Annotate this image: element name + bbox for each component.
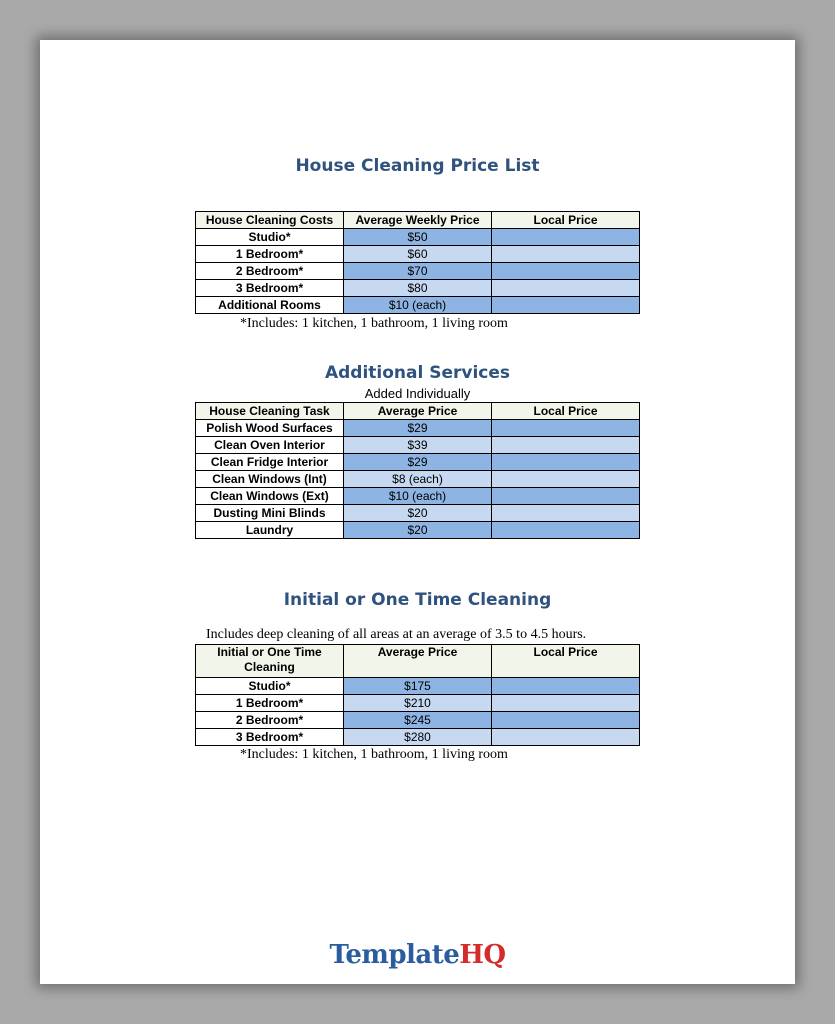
table-header-row <box>196 212 640 229</box>
row-label: Additional Rooms <box>196 297 344 314</box>
column-header: Average Price <box>344 645 492 678</box>
average-price: $20 <box>344 505 492 522</box>
local-price-cell[interactable] <box>492 729 640 746</box>
local-price-cell[interactable] <box>492 229 640 246</box>
initial-cleaning-table <box>195 644 640 746</box>
local-price-cell[interactable] <box>492 505 640 522</box>
average-price: $29 <box>344 420 492 437</box>
local-price-cell[interactable] <box>492 678 640 695</box>
initial-cleaning-intro: Includes deep cleaning of all areas at an average of 3.5 to 4.5 hours. <box>206 627 587 642</box>
table-row <box>196 471 640 488</box>
average-price: $245 <box>344 712 492 729</box>
row-label: Clean Windows (Ext) <box>196 488 344 505</box>
average-price: $70 <box>344 263 492 280</box>
local-price-cell[interactable] <box>492 263 640 280</box>
document-page <box>40 40 795 984</box>
average-price: $280 <box>344 729 492 746</box>
average-price: $60 <box>344 246 492 263</box>
table-row <box>196 488 640 505</box>
row-label: Studio* <box>196 229 344 246</box>
average-price: $10 (each) <box>344 297 492 314</box>
column-header: Average Price <box>344 403 492 420</box>
table-header-row <box>196 645 640 678</box>
table-row <box>196 297 640 314</box>
row-label: Polish Wood Surfaces <box>196 420 344 437</box>
row-label: 2 Bedroom* <box>196 263 344 280</box>
local-price-cell[interactable] <box>492 695 640 712</box>
table-header-row <box>196 403 640 420</box>
includes-note: *Includes: 1 kitchen, 1 bathroom, 1 living room <box>240 747 508 762</box>
table-row <box>196 263 640 280</box>
local-price-cell[interactable] <box>492 712 640 729</box>
local-price-cell[interactable] <box>492 280 640 297</box>
average-price: $8 (each) <box>344 471 492 488</box>
table-row <box>196 454 640 471</box>
additional-services-title: Additional Services <box>324 363 511 383</box>
average-price: $10 (each) <box>344 488 492 505</box>
additional-services-table <box>195 402 640 539</box>
table-row <box>196 712 640 729</box>
local-price-cell[interactable] <box>492 454 640 471</box>
local-price-cell[interactable] <box>492 246 640 263</box>
table-row <box>196 522 640 539</box>
table-row <box>196 437 640 454</box>
row-label: Clean Fridge Interior <box>196 454 344 471</box>
average-price: $80 <box>344 280 492 297</box>
table-row <box>196 246 640 263</box>
table-row <box>196 280 640 297</box>
average-price: $175 <box>344 678 492 695</box>
row-label: Clean Windows (Int) <box>196 471 344 488</box>
row-label: 3 Bedroom* <box>196 280 344 297</box>
average-price: $20 <box>344 522 492 539</box>
additional-services-subtitle: Added Individually <box>364 386 471 401</box>
average-price: $39 <box>344 437 492 454</box>
row-label: 1 Bedroom* <box>196 246 344 263</box>
row-label: Clean Oven Interior <box>196 437 344 454</box>
initial-cleaning-title: Initial or One Time Cleaning <box>283 590 552 610</box>
row-label: Laundry <box>196 522 344 539</box>
row-label: Dusting Mini Blinds <box>196 505 344 522</box>
row-label: 3 Bedroom* <box>196 729 344 746</box>
price-list-table <box>195 211 640 314</box>
logo-part-hq: HQ <box>459 940 506 970</box>
table-row <box>196 420 640 437</box>
average-price: $29 <box>344 454 492 471</box>
column-header: House Cleaning Task <box>196 403 344 420</box>
local-price-cell[interactable] <box>492 437 640 454</box>
local-price-cell[interactable] <box>492 522 640 539</box>
column-header: Local Price <box>492 403 640 420</box>
local-price-cell[interactable] <box>492 297 640 314</box>
row-label: 1 Bedroom* <box>196 695 344 712</box>
local-price-cell[interactable] <box>492 488 640 505</box>
table-row <box>196 729 640 746</box>
row-label: Studio* <box>196 678 344 695</box>
column-header: Average Weekly Price <box>344 212 492 229</box>
table-row <box>196 505 640 522</box>
includes-note: *Includes: 1 kitchen, 1 bathroom, 1 living room <box>240 316 508 331</box>
table-row <box>196 678 640 695</box>
column-header: Local Price <box>492 212 640 229</box>
column-header: House Cleaning Costs <box>196 212 344 229</box>
column-header: Local Price <box>492 645 640 678</box>
average-price: $50 <box>344 229 492 246</box>
local-price-cell[interactable] <box>492 420 640 437</box>
table-row <box>196 695 640 712</box>
local-price-cell[interactable] <box>492 471 640 488</box>
column-header: Initial or One Time Cleaning <box>196 645 344 678</box>
table-row <box>196 229 640 246</box>
logo-part-template: Template <box>329 940 460 970</box>
average-price: $210 <box>344 695 492 712</box>
price-list-title: House Cleaning Price List <box>295 156 540 176</box>
row-label: 2 Bedroom* <box>196 712 344 729</box>
templatehq-logo <box>40 940 795 970</box>
